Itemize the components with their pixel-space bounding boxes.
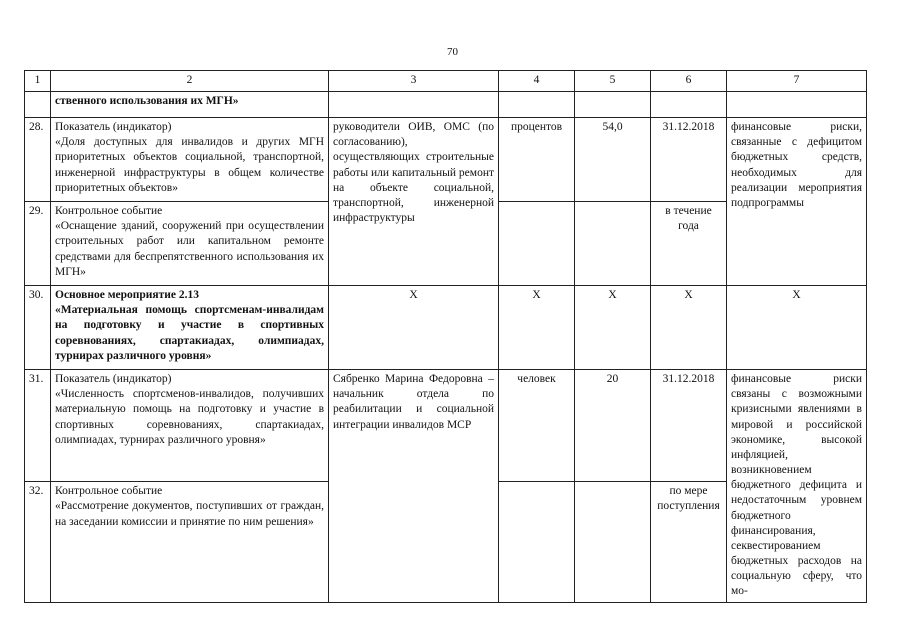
column-header: 7 bbox=[727, 71, 867, 92]
value-cell: 54,0 bbox=[575, 118, 651, 202]
row-text: «Доля доступных для инвалидов и других МГН приоритетных объектов социальной, транспортной, инженерной инфраструктуры в общем количестве приоритетных объектов» bbox=[55, 136, 324, 194]
column-header-row bbox=[25, 71, 867, 92]
row-number: 28. bbox=[25, 118, 51, 202]
risks-cell: финансовые риски связаны с возможными кризисными явлениями в мировой и российской экономике, высокой инфляцией, возникновением бюджетного дефицита и недостаточным уровнем бюджетного финансирования, секвестированием бюджетных расходов на социальную сферу, что мо- bbox=[727, 370, 867, 603]
row-title: Основное мероприятие 2.13 bbox=[55, 289, 200, 301]
x-mark: X bbox=[329, 286, 499, 370]
responsible-cell: руководители ОИВ, ОМС (по согласованию), осуществляющих строительные работы или капитальный ремонт на объекте социальной, транспортной, инженерной инфраструктуры bbox=[329, 118, 499, 286]
table-row bbox=[25, 286, 867, 370]
table-row bbox=[25, 118, 867, 202]
continuation-text: ственного использования их МГН» bbox=[51, 92, 329, 118]
column-header: 5 bbox=[575, 71, 651, 92]
table-row bbox=[25, 92, 867, 118]
value-cell: 20 bbox=[575, 370, 651, 482]
page-number: 70 bbox=[447, 46, 458, 58]
deadline-cell: по мере поступления bbox=[651, 482, 727, 602]
unit-cell: человек bbox=[499, 370, 575, 482]
responsible-cell: Сябренко Марина Федоровна – начальник отдела по реабилитации и социальной интеграции инвалидов МСР bbox=[329, 370, 499, 603]
row-description bbox=[51, 202, 329, 286]
column-header: 3 bbox=[329, 71, 499, 92]
row-number: 30. bbox=[25, 286, 51, 370]
row-type: Контрольное событие bbox=[55, 485, 163, 498]
x-mark: X bbox=[499, 286, 575, 370]
deadline-cell: 31.12.2018 bbox=[651, 118, 727, 202]
row-description bbox=[51, 482, 329, 602]
x-mark: X bbox=[575, 286, 651, 370]
row-type: Контрольное событие bbox=[55, 205, 163, 217]
column-header: 2 bbox=[51, 71, 329, 92]
deadline-cell: 31.12.2018 bbox=[651, 370, 727, 482]
row-text: «Численность спортсменов-инвалидов, получивших материальную помощь на подготовку и участие в спортивных соревнованиях, спартакиадах, олимпиадах, турнирах различного уровня» bbox=[55, 388, 324, 446]
row-type: Показатель (индикатор) bbox=[55, 121, 172, 133]
x-mark: X bbox=[651, 286, 727, 370]
deadline-cell: в течение года bbox=[651, 202, 727, 286]
row-number: 32. bbox=[25, 482, 51, 602]
column-header: 1 bbox=[25, 71, 51, 92]
row-type: Показатель (индикатор) bbox=[55, 373, 172, 385]
row-number: 29. bbox=[25, 202, 51, 286]
table-row bbox=[25, 370, 867, 482]
column-header: 6 bbox=[651, 71, 727, 92]
risks-cell: финансовые риски, связанные с дефицитом бюджетных средств, необходимых для реализации мероприятия подпрограммы bbox=[727, 118, 867, 286]
row-text: «Рассмотрение документов, поступивших от граждан, на заседании комиссии и принятие по ним решения» bbox=[55, 500, 324, 528]
row-description bbox=[51, 118, 329, 202]
row-text: «Оснащение зданий, сооружений при осуществлении строительных работ или капитальном ремонте средствами для беспрепятственного использования их МГН» bbox=[55, 220, 324, 278]
measures-table bbox=[24, 70, 867, 603]
unit-cell: процентов bbox=[499, 118, 575, 202]
row-text: «Материальная помощь спортсменам-инвалидам на подготовку и участие в спортивных соревнованиях, спартакиадах, олимпиадах, турнирах различного уровня» bbox=[55, 304, 324, 362]
x-mark: X bbox=[727, 286, 867, 370]
row-description bbox=[51, 286, 329, 370]
row-number: 31. bbox=[25, 370, 51, 482]
column-header: 4 bbox=[499, 71, 575, 92]
row-description bbox=[51, 370, 329, 482]
